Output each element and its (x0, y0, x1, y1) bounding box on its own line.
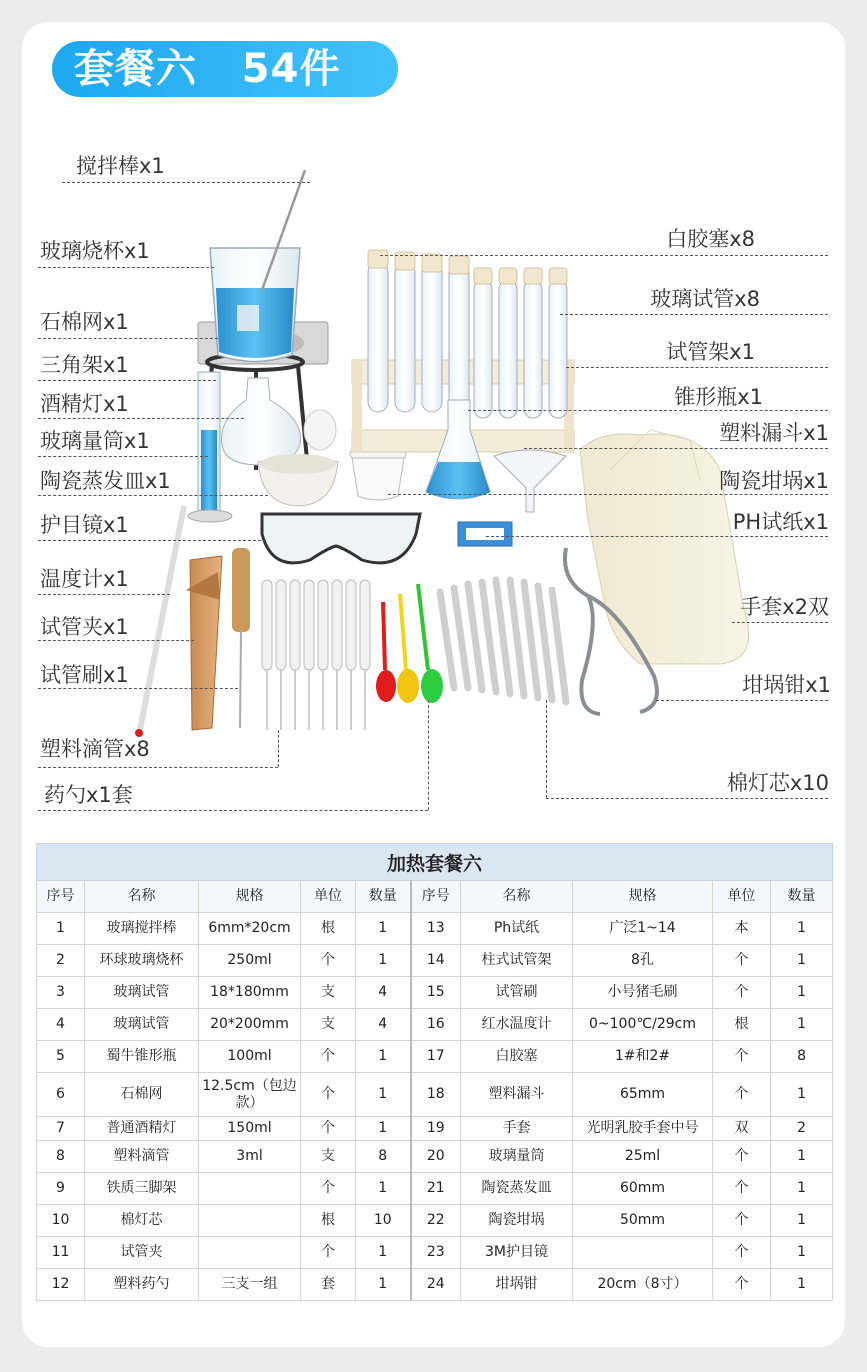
table-cell: 个 (713, 1041, 771, 1073)
header-index: 序号 (411, 881, 461, 913)
table-cell: 4 (356, 977, 411, 1009)
guide-goggles (38, 540, 266, 541)
table-cell: 坩埚钳 (461, 1269, 573, 1301)
table-cell: 6 (37, 1073, 85, 1117)
table-cell: 3 (37, 977, 85, 1009)
table-cell: 50mm (573, 1205, 713, 1237)
label-wick: 棉灯芯x10 (726, 771, 829, 795)
table-row (37, 1173, 833, 1205)
table-cell: 1 (771, 1073, 833, 1117)
table-cell: 23 (411, 1237, 461, 1269)
table-cell: 12.5cm（包边款） (199, 1073, 301, 1117)
table-cell: Ph试纸 (461, 913, 573, 945)
label-test-tube: 玻璃试管x8 (650, 287, 760, 311)
label-conical-flask: 锥形瓶x1 (674, 385, 763, 409)
table-cell: 白胶塞 (461, 1041, 573, 1073)
guide-test-tube (560, 314, 828, 315)
table-cell: 24 (411, 1269, 461, 1301)
guide-evaporating-dish (38, 495, 268, 496)
table-cell: 柱式试管架 (461, 945, 573, 977)
table-row (37, 1205, 833, 1237)
label-graduated-cylinder: 玻璃量筒x1 (40, 429, 150, 453)
table-cell: 1 (356, 1073, 411, 1117)
table-cell: 60mm (573, 1173, 713, 1205)
table-cell: 普通酒精灯 (85, 1117, 199, 1141)
table-cell: 支 (301, 1141, 356, 1173)
table-cell: 套 (301, 1269, 356, 1301)
guide-graduated-cylinder (38, 456, 208, 457)
table-cell: 个 (713, 1269, 771, 1301)
table-cell: 5 (37, 1041, 85, 1073)
table-cell: 1 (356, 945, 411, 977)
label-beaker: 玻璃烧杯x1 (40, 239, 150, 263)
table-row (37, 1009, 833, 1041)
table-cell: 小号猪毛刷 (573, 977, 713, 1009)
table-cell: 光明乳胶手套中号 (573, 1117, 713, 1141)
table-cell: 10 (356, 1205, 411, 1237)
table-cell: 250ml (199, 945, 301, 977)
guide-plastic-funnel (524, 448, 828, 449)
table-cell: 1 (356, 1269, 411, 1301)
table-cell: 1 (356, 1041, 411, 1073)
label-plastic-funnel: 塑料漏斗x1 (719, 421, 829, 445)
table-cell (199, 1237, 301, 1269)
guide-rubber-stopper (380, 255, 828, 256)
table-row (37, 913, 833, 945)
ph-paper-drawing (458, 522, 512, 546)
table-cell: 双 (713, 1117, 771, 1141)
table-cell: 100ml (199, 1041, 301, 1073)
label-tripod: 三角架x1 (40, 353, 129, 377)
table-cell: 1 (771, 1009, 833, 1041)
guide-dropper (38, 767, 278, 768)
table-cell: 7 (37, 1117, 85, 1141)
table-row (37, 1073, 833, 1117)
table-cell: 12 (37, 1269, 85, 1301)
table-cell: 个 (301, 1237, 356, 1269)
header-index: 序号 (37, 881, 85, 913)
table-cell: 1 (356, 1237, 411, 1269)
table-cell: 陶瓷坩埚 (461, 1205, 573, 1237)
table-cell: 根 (713, 1009, 771, 1041)
table-cell: 塑料漏斗 (461, 1073, 573, 1117)
label-ph-paper: PH试纸x1 (732, 510, 829, 534)
table-cell: 个 (301, 1073, 356, 1117)
table-cell: 2 (771, 1117, 833, 1141)
table-cell: 个 (301, 1041, 356, 1073)
table-cell: 25ml (573, 1141, 713, 1173)
table-cell: 试管刷 (461, 977, 573, 1009)
table-row (37, 1117, 833, 1141)
table-header-row (37, 881, 833, 913)
vguide-spoon (428, 700, 429, 810)
table-cell: 个 (713, 977, 771, 1009)
crucible-drawing (350, 445, 406, 500)
guide-tube-brush (38, 688, 238, 689)
table-cell: 个 (713, 1237, 771, 1269)
table-cell: 150ml (199, 1117, 301, 1141)
table-cell: 个 (713, 1073, 771, 1117)
table-cell: 个 (301, 1173, 356, 1205)
table-cell: 18*180mm (199, 977, 301, 1009)
alcohol-lamp-drawing (222, 378, 337, 465)
table-cell: 1 (356, 1117, 411, 1141)
guide-asbestos-net (38, 338, 218, 339)
vguide-dropper (278, 730, 279, 767)
spoons-drawing (376, 584, 443, 703)
label-crucible: 陶瓷坩埚x1 (719, 469, 829, 493)
header-spec: 规格 (573, 881, 713, 913)
guide-stir-rod (62, 182, 310, 183)
table-cell: 6mm*20cm (199, 913, 301, 945)
tube-brush-drawing (232, 548, 250, 728)
table-cell: 个 (301, 1117, 356, 1141)
table-row (37, 1269, 833, 1301)
label-crucible-tongs: 坩埚钳x1 (742, 673, 831, 697)
guide-tripod (38, 380, 216, 381)
table-cell: 棉灯芯 (85, 1205, 199, 1237)
table-cell: 20 (411, 1141, 461, 1173)
table-cell: 石棉网 (85, 1073, 199, 1117)
table-cell: 8 (356, 1141, 411, 1173)
table-cell: 塑料药勺 (85, 1269, 199, 1301)
label-tube-brush: 试管刷x1 (40, 663, 129, 687)
table-cell: 11 (37, 1237, 85, 1269)
table-cell: 18 (411, 1073, 461, 1117)
table-cell: 1#和2# (573, 1041, 713, 1073)
label-goggles: 护目镜x1 (40, 513, 129, 537)
tube-clamp-drawing (186, 556, 222, 730)
header-unit: 单位 (301, 881, 356, 913)
label-alcohol-lamp: 酒精灯x1 (40, 392, 129, 416)
table-cell: 8 (37, 1141, 85, 1173)
guide-thermometer (38, 594, 170, 595)
table-cell: 铁质三脚架 (85, 1173, 199, 1205)
guide-conical-flask (468, 410, 828, 411)
header-name: 名称 (85, 881, 199, 913)
label-tube-rack: 试管架x1 (666, 340, 755, 364)
table-cell: 个 (713, 1141, 771, 1173)
label-gloves: 手套x2双 (740, 595, 829, 619)
table-cell: 8 (771, 1041, 833, 1073)
label-tube-clamp: 试管夹x1 (40, 615, 129, 639)
table-cell: 14 (411, 945, 461, 977)
table-cell: 1 (771, 1173, 833, 1205)
evaporating-dish-drawing (258, 454, 338, 506)
guide-beaker (38, 267, 214, 268)
table-cell: 塑料滴管 (85, 1141, 199, 1173)
table-cell (573, 1237, 713, 1269)
label-thermometer: 温度计x1 (40, 567, 129, 591)
guide-gloves (732, 622, 828, 623)
table-cell: 玻璃搅拌棒 (85, 913, 199, 945)
table-cell: 支 (301, 1009, 356, 1041)
label-dropper: 塑料滴管x8 (40, 737, 150, 761)
test-tubes-drawing (368, 250, 567, 418)
funnel-drawing (494, 450, 566, 512)
table-cell: 红水温度计 (461, 1009, 573, 1041)
table-cell: 2 (37, 945, 85, 977)
table-caption: 加热套餐六 (37, 844, 833, 881)
table-cell: 8孔 (573, 945, 713, 977)
label-asbestos-net: 石棉网x1 (40, 310, 129, 334)
table-cell: 玻璃量筒 (461, 1141, 573, 1173)
header-spec: 规格 (199, 881, 301, 913)
table-cell: 15 (411, 977, 461, 1009)
table-row (37, 1041, 833, 1073)
table-cell: 0~100℃/29cm (573, 1009, 713, 1041)
guide-crucible (388, 494, 828, 495)
table-cell: 10 (37, 1205, 85, 1237)
table-cell: 根 (301, 1205, 356, 1237)
header-name: 名称 (461, 881, 573, 913)
table-cell (199, 1205, 301, 1237)
header-unit: 单位 (713, 881, 771, 913)
label-rubber-stopper: 白胶塞x8 (666, 227, 755, 251)
table-cell: 1 (356, 913, 411, 945)
table-row (37, 1237, 833, 1269)
table-cell: 9 (37, 1173, 85, 1205)
table-cell: 65mm (573, 1073, 713, 1117)
table-cell: 1 (771, 945, 833, 977)
table-cell: 个 (301, 945, 356, 977)
guide-ph-paper (486, 536, 828, 537)
header-qty: 数量 (356, 881, 411, 913)
table-cell: 个 (713, 945, 771, 977)
guide-spoon (38, 810, 428, 811)
table-cell: 16 (411, 1009, 461, 1041)
table-cell: 试管夹 (85, 1237, 199, 1269)
spec-table (36, 843, 833, 1301)
table-cell: 玻璃试管 (85, 977, 199, 1009)
table-row (37, 1141, 833, 1173)
header-qty: 数量 (771, 881, 833, 913)
table-cell: 陶瓷蒸发皿 (461, 1173, 573, 1205)
beaker-drawing (210, 248, 300, 362)
table-cell: 20*200mm (199, 1009, 301, 1041)
label-stir-rod: 搅拌棒x1 (76, 154, 165, 178)
table-cell: 3ml (199, 1141, 301, 1173)
guide-wick (546, 798, 828, 799)
table-cell (199, 1173, 301, 1205)
table-cell: 13 (411, 913, 461, 945)
table-cell: 4 (356, 1009, 411, 1041)
table-body (37, 913, 833, 1301)
table-cell: 根 (301, 913, 356, 945)
table-row (37, 977, 833, 1009)
table-cell: 1 (771, 913, 833, 945)
table-cell: 1 (771, 1237, 833, 1269)
table-cell: 玻璃试管 (85, 1009, 199, 1041)
table-cell: 1 (771, 1269, 833, 1301)
guide-tube-clamp (38, 640, 194, 641)
table-cell: 支 (301, 977, 356, 1009)
table-row (37, 945, 833, 977)
label-spoon: 药勺x1套 (44, 783, 133, 807)
table-cell: 手套 (461, 1117, 573, 1141)
table-cell: 蜀牛锥形瓶 (85, 1041, 199, 1073)
vguide-wick (546, 700, 547, 798)
table-cell: 19 (411, 1117, 461, 1141)
table-cell: 1 (771, 977, 833, 1009)
table-cell: 环球玻璃烧杯 (85, 945, 199, 977)
guide-tube-rack (566, 367, 828, 368)
table-cell: 1 (771, 1205, 833, 1237)
guide-alcohol-lamp (38, 418, 244, 419)
droppers-drawing (262, 580, 370, 670)
table-cell: 三支一组 (199, 1269, 301, 1301)
table-cell: 22 (411, 1205, 461, 1237)
table-cell: 21 (411, 1173, 461, 1205)
table-cell: 17 (411, 1041, 461, 1073)
table-cell: 4 (37, 1009, 85, 1041)
goggles-drawing (262, 514, 420, 563)
package-title-badge: 套餐六 54件 (52, 41, 398, 97)
table-cell: 1 (37, 913, 85, 945)
table-cell: 本 (713, 913, 771, 945)
table-cell: 20cm（8寸） (573, 1269, 713, 1301)
wicks-drawing (440, 580, 566, 702)
table-cell: 个 (713, 1205, 771, 1237)
table-cell: 个 (713, 1173, 771, 1205)
guide-crucible-tongs (656, 700, 828, 701)
table-cell: 3M护目镜 (461, 1237, 573, 1269)
gloves-drawing (580, 430, 749, 664)
table-cell: 1 (356, 1173, 411, 1205)
table-cell: 1 (771, 1141, 833, 1173)
label-evaporating-dish: 陶瓷蒸发皿x1 (40, 469, 171, 493)
table-cell: 广泛1~14 (573, 913, 713, 945)
